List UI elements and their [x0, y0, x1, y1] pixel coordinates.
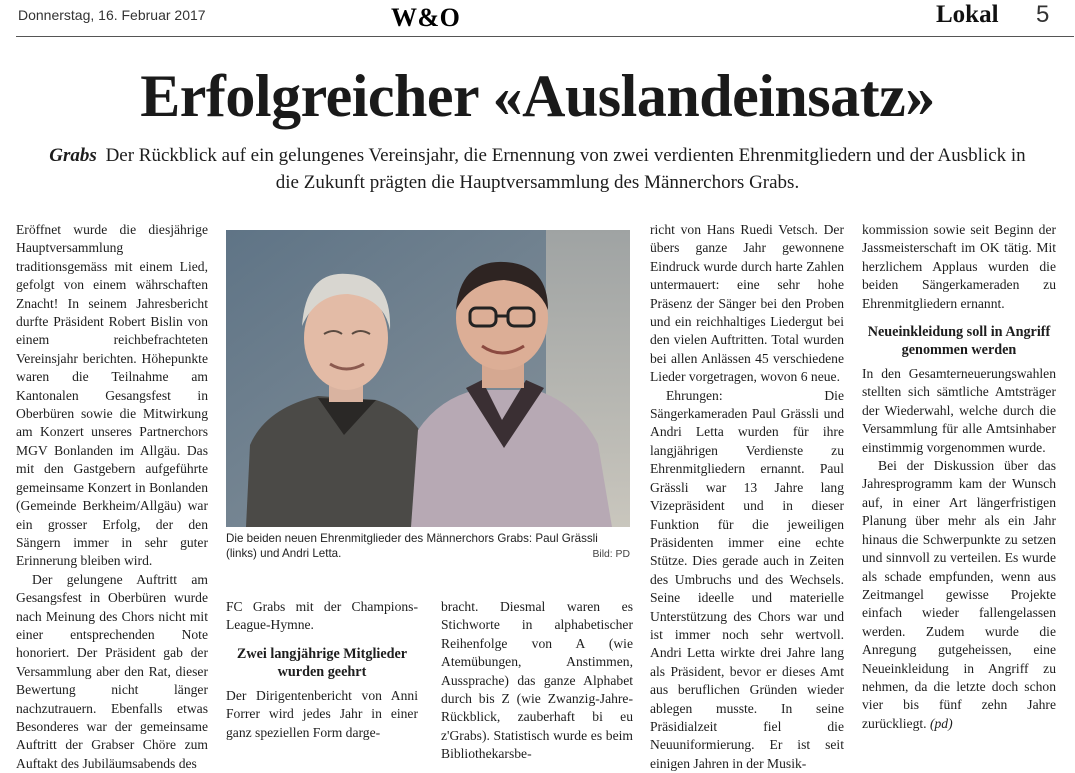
paragraph: Ehrungen: Die Sängerkameraden Paul Grässli und Andri Letta wurden für ihre langjährigen Verdienste zu Ehrenmitgliedern ernannt. Paul Grässli war 13 Jahre lang Vizepräsident und in dieser Funktion für die jeweiligen Präsidenten immer eine echte Stütze. Dies gerade auch in Zeiten des Umbruchs und des Wechsels. Seine ideelle und materielle Unterstützung des Chors war und ist immer noch sehr wertvoll. Andri Letta wirkte drei Jahre lang als Präsident, bevor er dieses Amt aus beruflichen Gründen wieder ablegen musste. In seine Präsidialzeit fiel die Neuuniformierung. Er ist seit einigen Jahren in der Musik-	[650, 387, 844, 771]
photo-credit: Bild: PD	[592, 549, 630, 560]
paragraph	[862, 457, 1056, 733]
paragraph: In den Gesamterneuerungswahlen stellten sich sämtliche Amtsträger der Wiederwahl, welche durch die Versammlung für alle Amtsinhaber einstimmig vorgenommen wurde.	[862, 366, 1056, 455]
article-column-4	[650, 221, 844, 771]
subheading: Zwei langjährige Mitglieder wurden geehrt	[236, 645, 408, 680]
paragraph: Der Dirigentenbericht von Anni Forrer wird jedes Jahr in einer ganz speziellen Form darge-	[226, 687, 418, 740]
article-column-1	[16, 221, 208, 771]
issue-date: Donnerstag, 16. Februar 2017	[18, 7, 206, 23]
article-headline: Erfolgreicher «Auslandeinsatz»	[140, 63, 935, 129]
paragraph-text: Bei der Diskussion über das Jahresprogramm kam der Wunsch auf, in einer Art längerfristigen Planung über mehr als ein Jahr hinaus die Schwerpunkte zu setzen und sinnvoll zu verteilen. Es wurde als schade empfunden, wenn aus Zeitmangel gewisse Projekte einfach wieder fallengelassen werden. Zudem wurde die Anregung gutgeheissen, eine Neueinkleidung in Angriff zu nehmen, da die letzte doch schon vier bis fünf zehn Jahre zurückliegt.	[862, 458, 1056, 731]
paragraph: Eröffnet wurde die diesjährige Hauptversammlung traditionsgemäss mit einem Lied, gefolgt von einem währschaften Znacht! In seinem Jahresbericht durfte Präsident Robert Bislin von einem reichbefrachteten Vereinsjahr berichten. Höhepunkte waren die Teilnahme am Kantonalen Gesangsfest in Oberbüren sowie die Mitwirkung am Konzert unseres Partnerchors MGV Bonlanden im Allgäu. Das mit den Gastgebern aufgeführte gemeinsame Konzert in Bonlanden (Gemeinde Berkheim/Allgäu) war ein grosser Erfolg, der den Sängern immer in sehr guter Erinnerung bleiben wird.	[16, 222, 208, 569]
subheading: Neueinkleidung soll in Angriff genommen werden	[867, 324, 1051, 359]
header-rule	[16, 36, 1074, 37]
article-photo[interactable]	[226, 230, 630, 527]
paragraph: bracht. Diesmal waren es Stichworte in alphabetischer Reihenfolge von A (wie Atemübungen, Anstimmen, Aussprache) das ganze Alphabet durch bis Z (wie Zwanzig-Jahre-Rückblick, zauberhaft bi eu z'Grabs). Statistisch wurde es beim Bibliothekarsbe-	[441, 599, 633, 762]
lead-dateline: Grabs	[49, 145, 97, 166]
newspaper-logo[interactable]: W&O	[391, 3, 461, 32]
author-tag: (pd)	[929, 715, 953, 731]
page-header	[0, 0, 1075, 38]
article-lead	[40, 142, 1035, 196]
article-column-2	[226, 598, 418, 750]
paragraph: richt von Hans Ruedi Vetsch. Der übers ganze Jahr gewonnene Eindruck wurde durch harte Zahlen untermauert: eine sehr hohe Präsenz der Sänger bei den Proben und ein reichhaltiges Liedergut bei den vielen Auftritten. Total wurden bei allen Anlässen 45 verschiedene Lieder vorgetragen, wovon 6 neue.	[650, 222, 844, 385]
photo-illustration	[226, 230, 630, 527]
paragraph: FC Grabs mit der Champions-League-Hymne.	[226, 599, 418, 633]
photo-caption: Die beiden neuen Ehrenmitglieder des Männerchors Grabs: Paul Grässli (links) und Andri Letta.	[226, 532, 598, 560]
article-column-3	[441, 598, 633, 762]
section-name: Lokal	[936, 1, 999, 28]
paragraph: kommission sowie seit Beginn der Jassmeisterschaft im OK tätig. Mit herzlichem Applaus wurden die beiden Sängerkameraden zu Ehrenmitgliedern ernannt.	[862, 222, 1056, 311]
lead-text: Der Rückblick auf ein gelungenes Vereinsjahr, die Ernennung von zwei verdienten Ehrenmitgliedern und der Ausblick in die Zukunft prägten die Hauptversammlung des Männerchors Grabs.	[105, 145, 1026, 193]
page-number: 5	[1036, 1, 1050, 28]
article-column-5	[862, 221, 1056, 750]
paragraph: Der gelungene Auftritt am Gesangsfest in Oberbüren wurde nach Meinung des Chors nicht mit einer entsprechenden Note honoriert. Der Präsident gab der Versammlung aber den Rat, dieser Bewertung nicht länger nachzutrauern. Ebenfalls etwas Besonderes war der gemeinsame Auftritt der Grabser Chöre zum Auftakt des Jubiläumsabends des	[16, 571, 208, 771]
